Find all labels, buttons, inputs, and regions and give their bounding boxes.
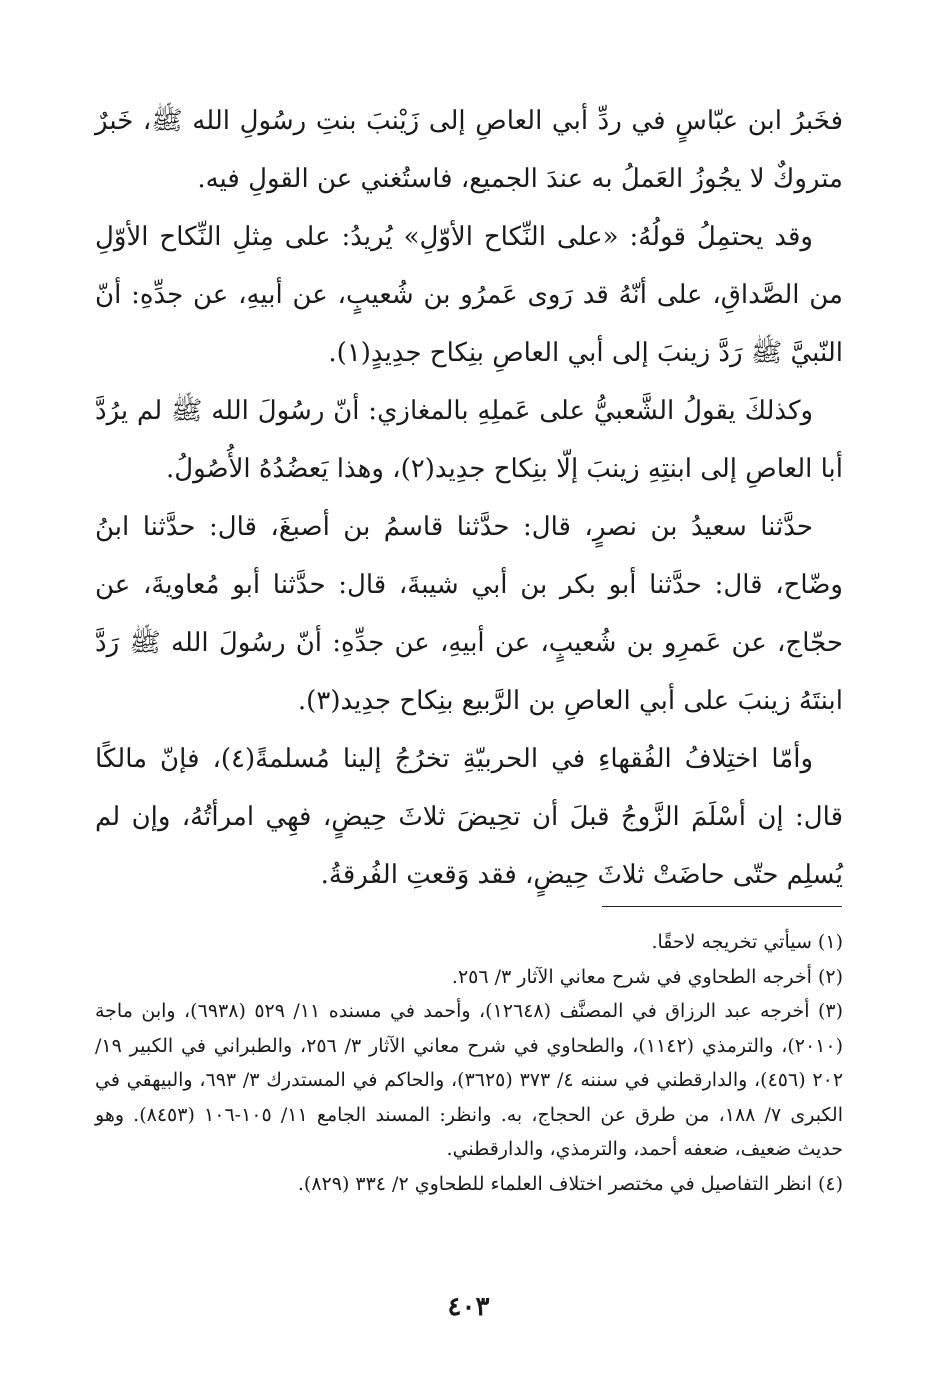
footnote-1: (١) سيأتي تخريجه لاحقًا. xyxy=(651,931,843,953)
page-body xyxy=(95,92,843,904)
paragraph-4: حدَّثنا سعيدُ بن نصرٍ، قال: حدَّثنا قاسمُ بن أصبغَ، قال: حدَّثنا ابنُ وضّاح، قال: حدَّثنا أبو بكر بن أبي شيبةَ، قال: حدَّثنا أبو مُعاويةَ، عن حجّاج، عن عَمرِو بن شُعيبٍ، عن أبيهِ، عن جدِّهِ: أنّ رسُولَ الله ﷺ رَدَّ ابنتَهُ زينبَ على أبي العاصِ بن الرَّبيع بنِكاح جدِيد(٣). xyxy=(95,512,843,716)
footnote-3: (٣) أخرجه عبد الرزاق في المصنَّف (١٢٦٤٨)، وأحمد في مسنده ١١/ ٥٢٩ (٦٩٣٨)، وابن ماجة (٢٠١٠)، والترمذي (١١٤٢)، والطحاوي في شرح معاني الآثار ٣/ ٢٥٦، والطبراني في الكبير ١٩/ ٢٠٢ (٤٥٦)، والدارقطني في سننه ٤/ ٣٧٣ (٣٦٢٥)، والحاكم في المستدرك ٣/ ٦٩٣، والبيهقي في الكبرى ٧/ ١٨٨، من طرق عن الحجاج، به. وانظر: المسند الجامع ١١/ ١٠٥-١٠٦ (٨٤٥٣). وهو حديث ضعيف، ضعفه أحمد، والترمذي، والدارقطني. xyxy=(95,1000,844,1160)
paragraph-3: وكذلكَ يقولُ الشَّعبيُّ على عَملِهِ بالمغازي: أنّ رسُولَ الله ﷺ لم يرُدَّ أبا العاصِ إلى ابنتِهِ زينبَ إلّا بنِكاح جدِيد(٢)، وهذا يَعضُدُهُ الأُصُولُ. xyxy=(95,396,843,484)
paragraph-2: وقد يحتمِلُ قولُهُ: «على النِّكاح الأوّلِ» يُريدُ: على مِثلِ النِّكاح الأوّلِ من الصَّداقِ، على أنّهُ قد رَوى عَمرُو بن شُعيبٍ، عن أبيهِ، عن جدِّهِ: أنّ النّبيَّ ﷺ رَدَّ زينبَ إلى أبي العاصِ بنِكاح جدِيدٍ(١). xyxy=(95,222,843,368)
footnote-4: (٤) انظر التفاصيل في مختصر اختلاف العلماء للطحاوي ٢/ ٣٣٤ (٨٢٩). xyxy=(297,1172,843,1195)
footnote-2: (٢) أخرجه الطحاوي في شرح معاني الآثار ٣/ ٢٥٦. xyxy=(451,965,843,988)
paragraph-5: وأمّا اختِلافُ الفُقهاءِ في الحربيّةِ تخرُجُ إلينا مُسلمةً(٤)، فإنّ مالكًا قال: إن أسْلَمَ الزَّوجُ قبلَ أن تحِيضَ ثلاثَ حِيضٍ، فهِي امرأتُهُ، وإن لم يُسلِم حتّى حاضَتْ ثلاثَ حِيضٍ، فقد وَقعتِ الفُرقةُ. xyxy=(95,744,843,890)
footnotes xyxy=(95,925,843,1201)
page-number: ٤٠٣ xyxy=(447,1292,490,1322)
main-text xyxy=(95,92,843,904)
footnote-separator xyxy=(602,906,842,907)
paragraph-1: فخَبرُ ابن عبّاسٍ في ردِّ أبي العاصِ إلى زَيْنبَ بنتِ رسُولِ الله ﷺ، خَبرٌ متروكٌ لا يجُوزُ العَملُ به عندَ الجميع، فاستُغني عن القولِ فيه. xyxy=(95,106,843,194)
